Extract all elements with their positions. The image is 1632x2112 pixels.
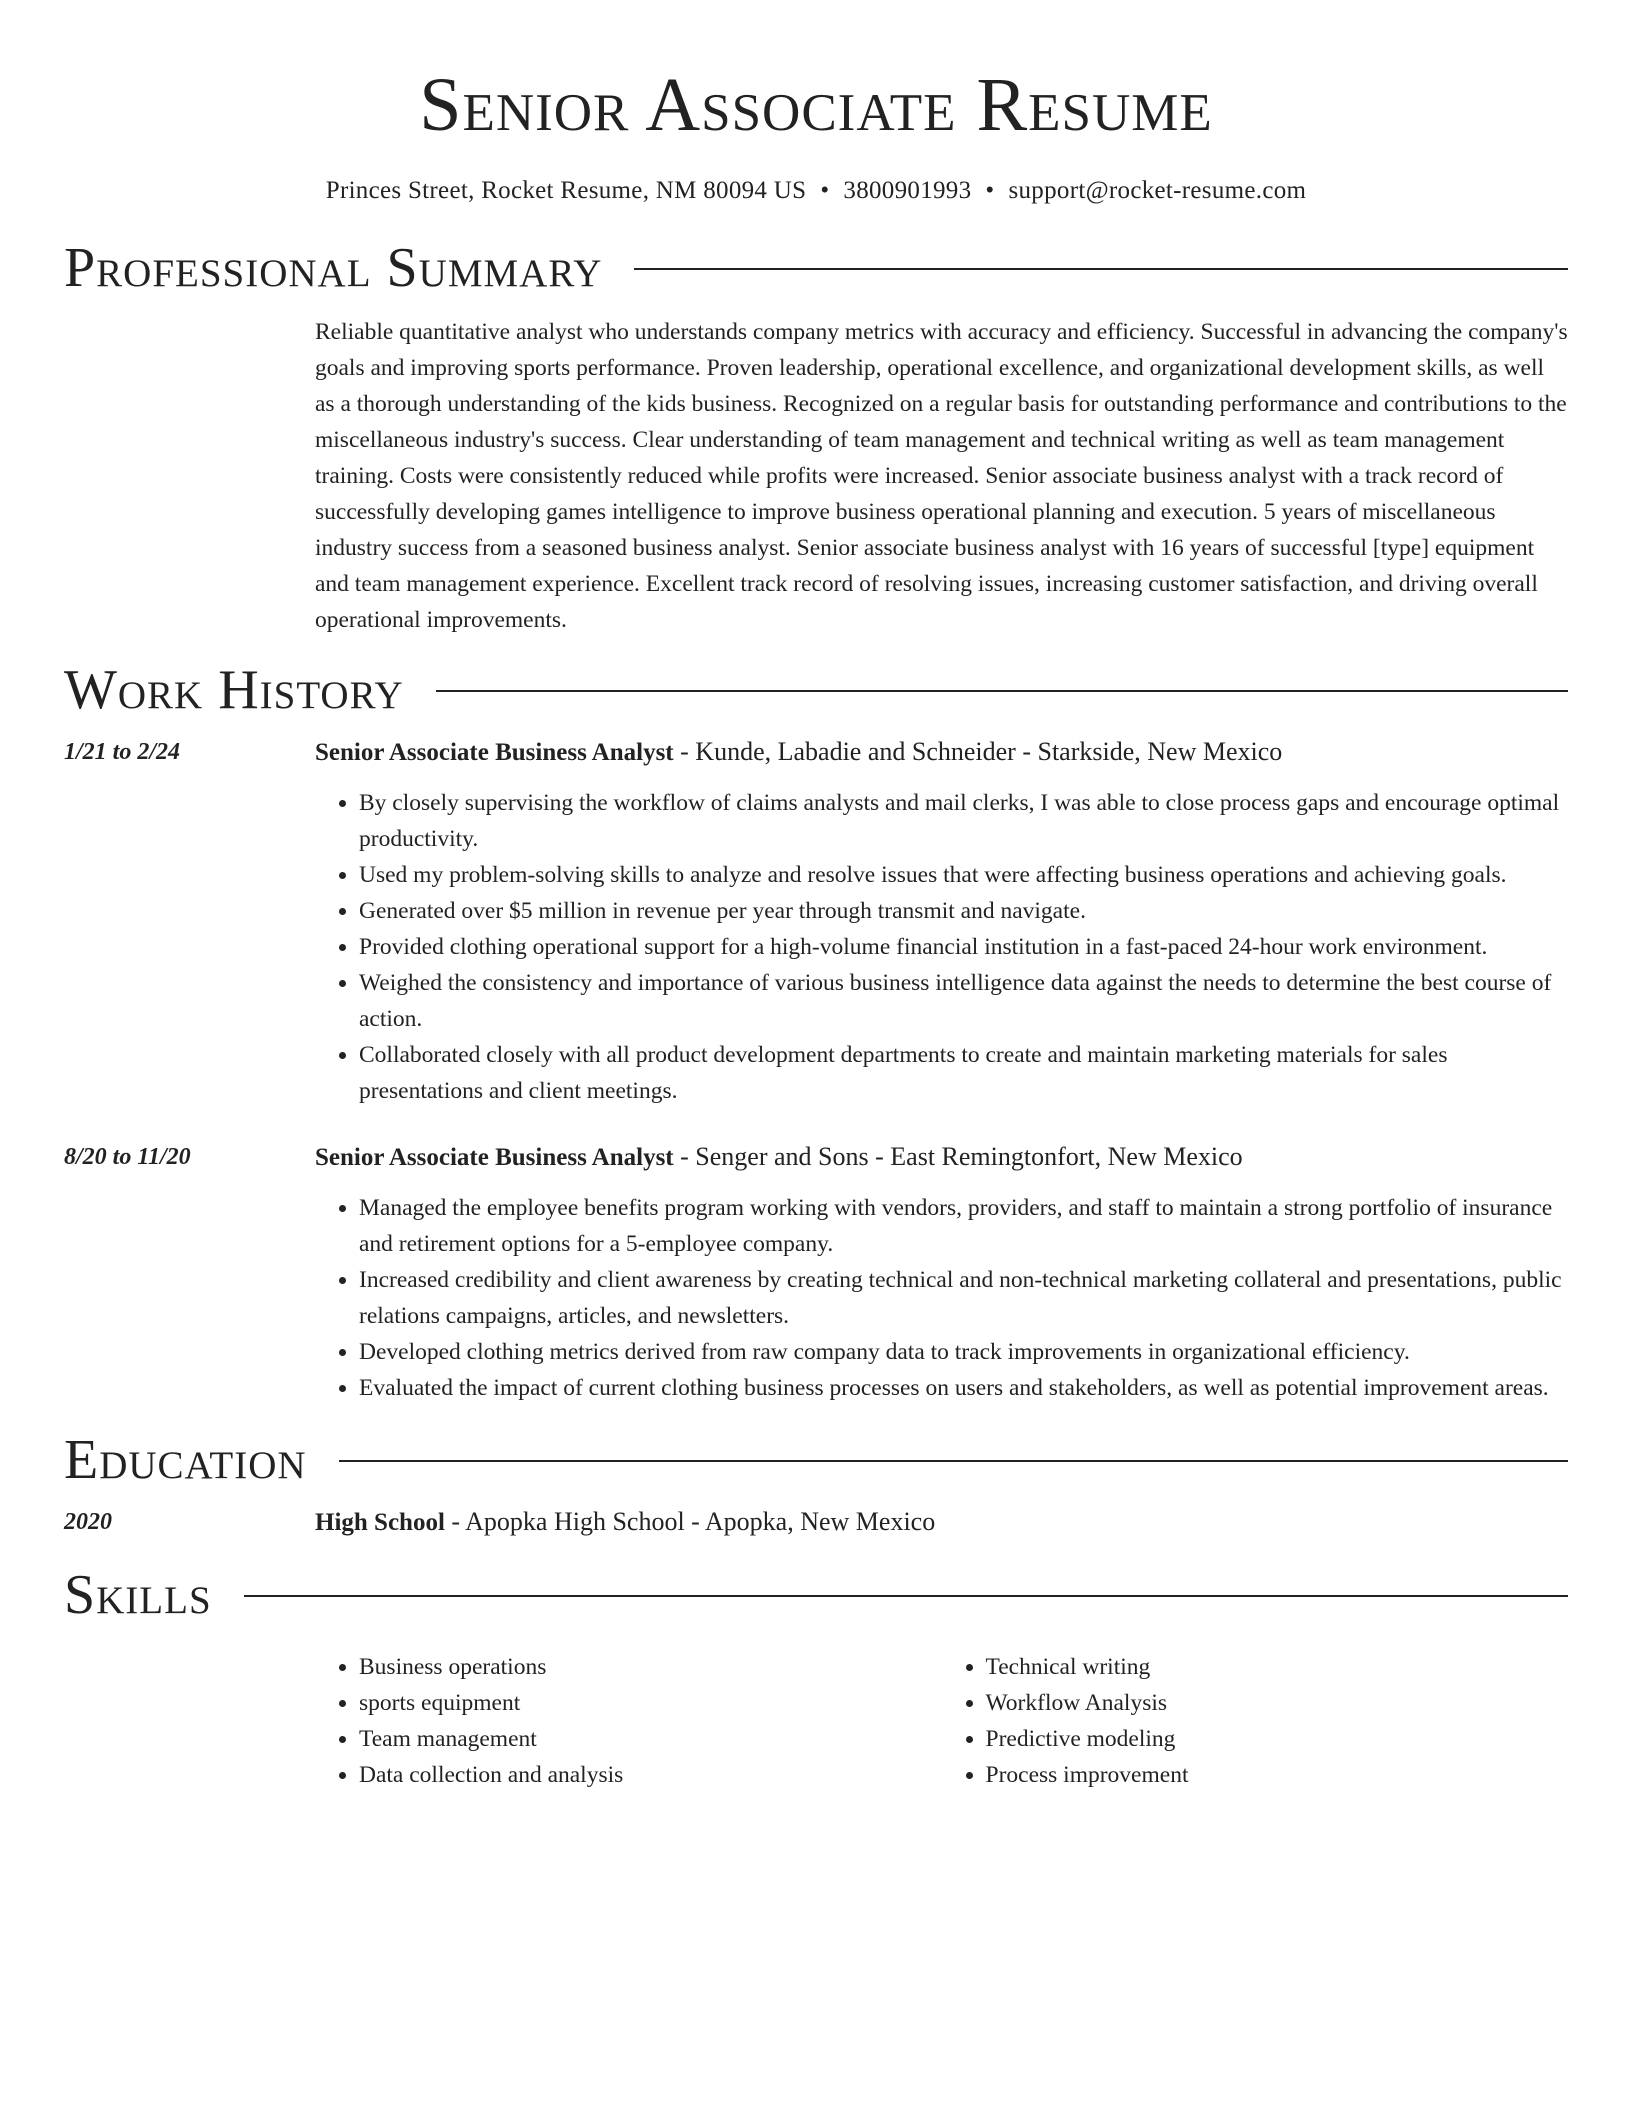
- job-bullets: [315, 785, 1568, 1109]
- job-bullet: • Evaluated the impact of current clothing business processes on users and stakeholders, as well as potential improvement areas.: [359, 1370, 1568, 1406]
- section-divider: [634, 268, 1568, 270]
- education-year: 2020: [64, 1509, 112, 1535]
- contact-phone: 3800901993: [843, 177, 972, 204]
- section-divider: [436, 690, 1568, 692]
- contact-email: support@rocket-resume.com: [1008, 177, 1307, 204]
- job-bullet: • Generated over $5 million in revenue per year through transmit and navigate.: [359, 893, 1568, 929]
- skills-list-right: [942, 1649, 1569, 1793]
- contact-address: Princes Street, Rocket Resume, NM 80094 US: [325, 177, 807, 204]
- job-title: Senior Associate Business Analyst: [315, 739, 674, 766]
- job-body: [315, 1139, 1568, 1406]
- job-bullet: • Provided clothing operational support for a high-volume financial institution in a fast-paced 24-hour work environment.: [359, 929, 1568, 965]
- education-heading: Education: [64, 1429, 307, 1491]
- job-bullets: [315, 1190, 1568, 1406]
- summary-heading: Professional Summary: [64, 237, 603, 299]
- education-degree: High School: [315, 1509, 445, 1536]
- job-entry: [64, 734, 1568, 1109]
- section-divider: [244, 1595, 1568, 1597]
- job-details: - Senger and Sons - East Remingtonfort, New Mexico: [673, 1142, 1243, 1171]
- resume-page: [64, 0, 1568, 1793]
- work-section-header: [64, 658, 1568, 722]
- skill-item: • Workflow Analysis: [986, 1685, 1569, 1721]
- work-heading: Work History: [64, 659, 404, 721]
- contact-line: [64, 174, 1568, 208]
- job-title: Senior Associate Business Analyst: [315, 1144, 674, 1171]
- summary-text: Reliable quantitative analyst who understands company metrics with accuracy and efficiency. Successful in advancing the company's goals and improving sports performance. Proven leadership, operational excellence, and organizational development skills, as well as a thorough understanding of the kids business. Recognized on a regular basis for outstanding performance and contributions to the miscellaneous industry's success. Clear understanding of team management and technical writing as well as team management training. Costs were consistently reduced while profits were increased. Senior associate business analyst with a track record of successfully developing games intelligence to improve business operational planning and execution. 5 years of miscellaneous industry success from a seasoned business analyst. Senior associate business analyst with 16 years of successful [type] equipment and team management experience. Excellent track record of resolving issues, increasing customer satisfaction, and driving overall operational improvements.: [315, 319, 1568, 633]
- job-headline: [315, 734, 1568, 771]
- education-entry: [64, 1504, 1568, 1541]
- job-dates: 8/20 to 11/20: [64, 1144, 191, 1170]
- skills-columns: [315, 1649, 1568, 1793]
- job-bullet: • Used my problem-solving skills to analyze and resolve issues that were affecting business operations and achieving goals.: [359, 857, 1568, 893]
- job-bullet: • Collaborated closely with all product development departments to create and maintain marketing materials for sales presentations and client meetings.: [359, 1037, 1568, 1109]
- contact-separator: •: [985, 177, 995, 204]
- contact-separator: •: [820, 177, 830, 204]
- skill-item: • sports equipment: [359, 1685, 942, 1721]
- education-headline: [315, 1504, 1568, 1541]
- section-divider: [339, 1460, 1568, 1462]
- job-details: - Kunde, Labadie and Schneider - Starkside, New Mexico: [673, 737, 1283, 766]
- summary-section-header: [64, 236, 1568, 300]
- skill-item: • Technical writing: [986, 1649, 1569, 1685]
- job-bullet: • Increased credibility and client awareness by creating technical and non-technical marketing collateral and presentations, public relations campaigns, articles, and newsletters.: [359, 1262, 1568, 1334]
- skills-heading: Skills: [64, 1564, 212, 1626]
- skill-item: • Process improvement: [986, 1757, 1569, 1793]
- job-bullet: • By closely supervising the workflow of claims analysts and mail clerks, I was able to close process gaps and encourage optimal productivity.: [359, 785, 1568, 857]
- skill-item: • Data collection and analysis: [359, 1757, 942, 1793]
- skills-list-left: [315, 1649, 942, 1793]
- job-bullet: • Weighed the consistency and importance of various business intelligence data against the needs to determine the best course of action.: [359, 965, 1568, 1037]
- job-entry: [64, 1139, 1568, 1406]
- education-section-header: [64, 1428, 1568, 1492]
- skills-section-header: [64, 1563, 1568, 1627]
- job-dates: 1/21 to 2/24: [64, 739, 181, 765]
- education-body: [315, 1504, 1568, 1541]
- skill-item: • Predictive modeling: [986, 1721, 1569, 1757]
- job-body: [315, 734, 1568, 1109]
- skill-item: • Team management: [359, 1721, 942, 1757]
- job-bullet: • Developed clothing metrics derived from raw company data to track improvements in organizational efficiency.: [359, 1334, 1568, 1370]
- job-headline: [315, 1139, 1568, 1176]
- job-bullet: • Managed the employee benefits program working with vendors, providers, and staff to maintain a strong portfolio of insurance and retirement options for a 5-employee company.: [359, 1190, 1568, 1262]
- skill-item: • Business operations: [359, 1649, 942, 1685]
- education-details: - Apopka High School - Apopka, New Mexico: [444, 1507, 936, 1536]
- resume-title: Senior Associate Resume: [419, 63, 1213, 147]
